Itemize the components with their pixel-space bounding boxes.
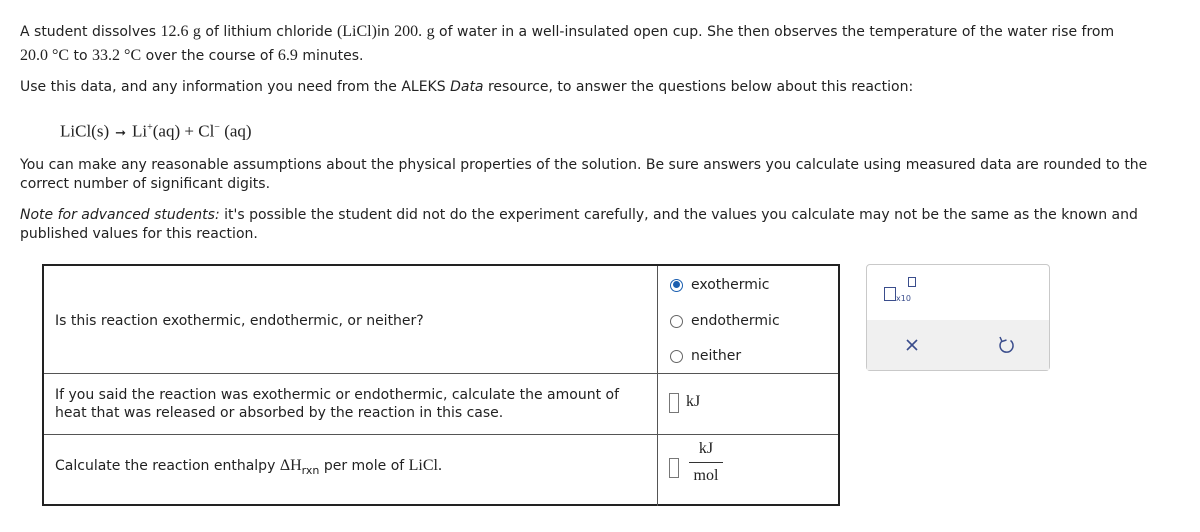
option-neither[interactable]	[670, 348, 741, 364]
instructions	[20, 78, 1185, 97]
initial-temperature: 20.0 °C	[20, 47, 70, 64]
clear-button[interactable]	[897, 330, 927, 360]
undo-icon	[991, 330, 1021, 360]
answer-cell	[657, 373, 838, 434]
option-exothermic[interactable]	[670, 277, 770, 293]
enthalpy-answer-input[interactable]	[669, 458, 679, 478]
note-label: Note for advanced students:	[20, 207, 220, 223]
palette-toolbar	[867, 320, 1049, 370]
state: (aq)	[224, 121, 252, 141]
state: (aq)	[152, 121, 181, 141]
heat-answer-input[interactable]	[669, 393, 679, 413]
note-text: it's possible the student did not do the experiment carefully, and the values you calculate may not be the same as the known and published values for this reaction.	[20, 207, 1138, 242]
intro-text: to	[69, 48, 93, 64]
question-1-text: Is this reaction exothermic, endothermic, or neither?	[55, 313, 424, 329]
question-row-3	[44, 434, 838, 506]
question-cell	[44, 434, 657, 506]
undo-button[interactable]	[991, 330, 1021, 360]
close-icon	[897, 330, 927, 360]
unit-numerator: kJ	[689, 440, 723, 463]
option-label: exothermic	[691, 277, 770, 293]
scientific-notation-button[interactable]	[881, 277, 917, 305]
assumptions-text: You can make any reasonable assumptions about the physical properties of the solution. Be sure answers you calculate using measured data are rounded to the correct number of significant digits.	[20, 157, 1148, 192]
question-cell	[44, 266, 657, 373]
licl-formula: LiCl.	[408, 457, 442, 474]
advanced-note	[20, 206, 1185, 244]
intro-text: in	[376, 24, 395, 40]
product-chloride-ion: Cl	[198, 121, 215, 141]
placeholder-square-icon	[884, 287, 896, 301]
q3-text: per mole of	[319, 458, 409, 474]
unit-fraction	[689, 440, 723, 485]
intro-text: of water in a well-insulated open cup. She then observes the temperature of the water rise from	[434, 24, 1115, 40]
radio-endothermic[interactable]	[670, 315, 683, 328]
rxn-subscript: rxn	[301, 463, 320, 477]
instructions-text: resource, to answer the questions below about this reaction:	[483, 79, 914, 95]
licl-mass: 12.6	[160, 23, 189, 40]
radio-neither[interactable]	[670, 350, 683, 363]
intro-text: over the course of	[141, 48, 278, 64]
final-temperature: 33.2 °C	[92, 47, 142, 64]
charge: −	[214, 122, 220, 133]
intro-text: minutes.	[297, 48, 364, 64]
charge: +	[147, 122, 153, 133]
problem-statement	[20, 20, 1185, 68]
reaction-arrow-icon: ➞	[115, 125, 127, 141]
option-label: endothermic	[691, 313, 780, 329]
unit-denominator: mol	[693, 467, 719, 484]
x10-label: x10	[896, 294, 911, 303]
licl-formula: (LiCl)	[336, 23, 377, 40]
answer-cell	[657, 434, 838, 506]
q3-text: Calculate the reaction enthalpy	[55, 458, 280, 474]
unit-g: g	[192, 23, 201, 40]
question-row-2	[44, 373, 838, 435]
option-endothermic[interactable]	[670, 313, 780, 329]
product-lithium-ion: Li	[132, 121, 148, 141]
instructions-text: Use this data, and any information you need from the ALEKS	[20, 79, 451, 95]
radio-exothermic[interactable]	[670, 279, 683, 292]
unit-g: g	[426, 23, 435, 40]
reaction-equation	[60, 118, 1200, 143]
intro-text: A student dissolves	[20, 24, 161, 40]
question-2-text: If you said the reaction was exothermic or endothermic, calculate the amount of heat that was released or absorbed by the reaction in this case.	[55, 387, 619, 421]
question-3-text	[55, 457, 442, 480]
exponent-square-icon	[908, 277, 916, 287]
delta-h-symbol: ΔH	[279, 457, 302, 474]
intro-text: of lithium chloride	[200, 24, 337, 40]
question-table	[42, 264, 840, 506]
unit-kj: kJ	[686, 393, 701, 410]
reactant: LiCl(s)	[60, 121, 110, 141]
question-cell	[44, 373, 657, 434]
answer-cell	[657, 266, 838, 373]
question-row-1	[44, 266, 838, 374]
data-resource-link: Data	[450, 79, 484, 95]
plus-sign: +	[184, 121, 194, 141]
elapsed-time: 6.9	[277, 47, 298, 64]
water-mass: 200.	[394, 23, 423, 40]
option-label: neither	[691, 348, 742, 364]
math-tool-palette	[866, 264, 1050, 371]
